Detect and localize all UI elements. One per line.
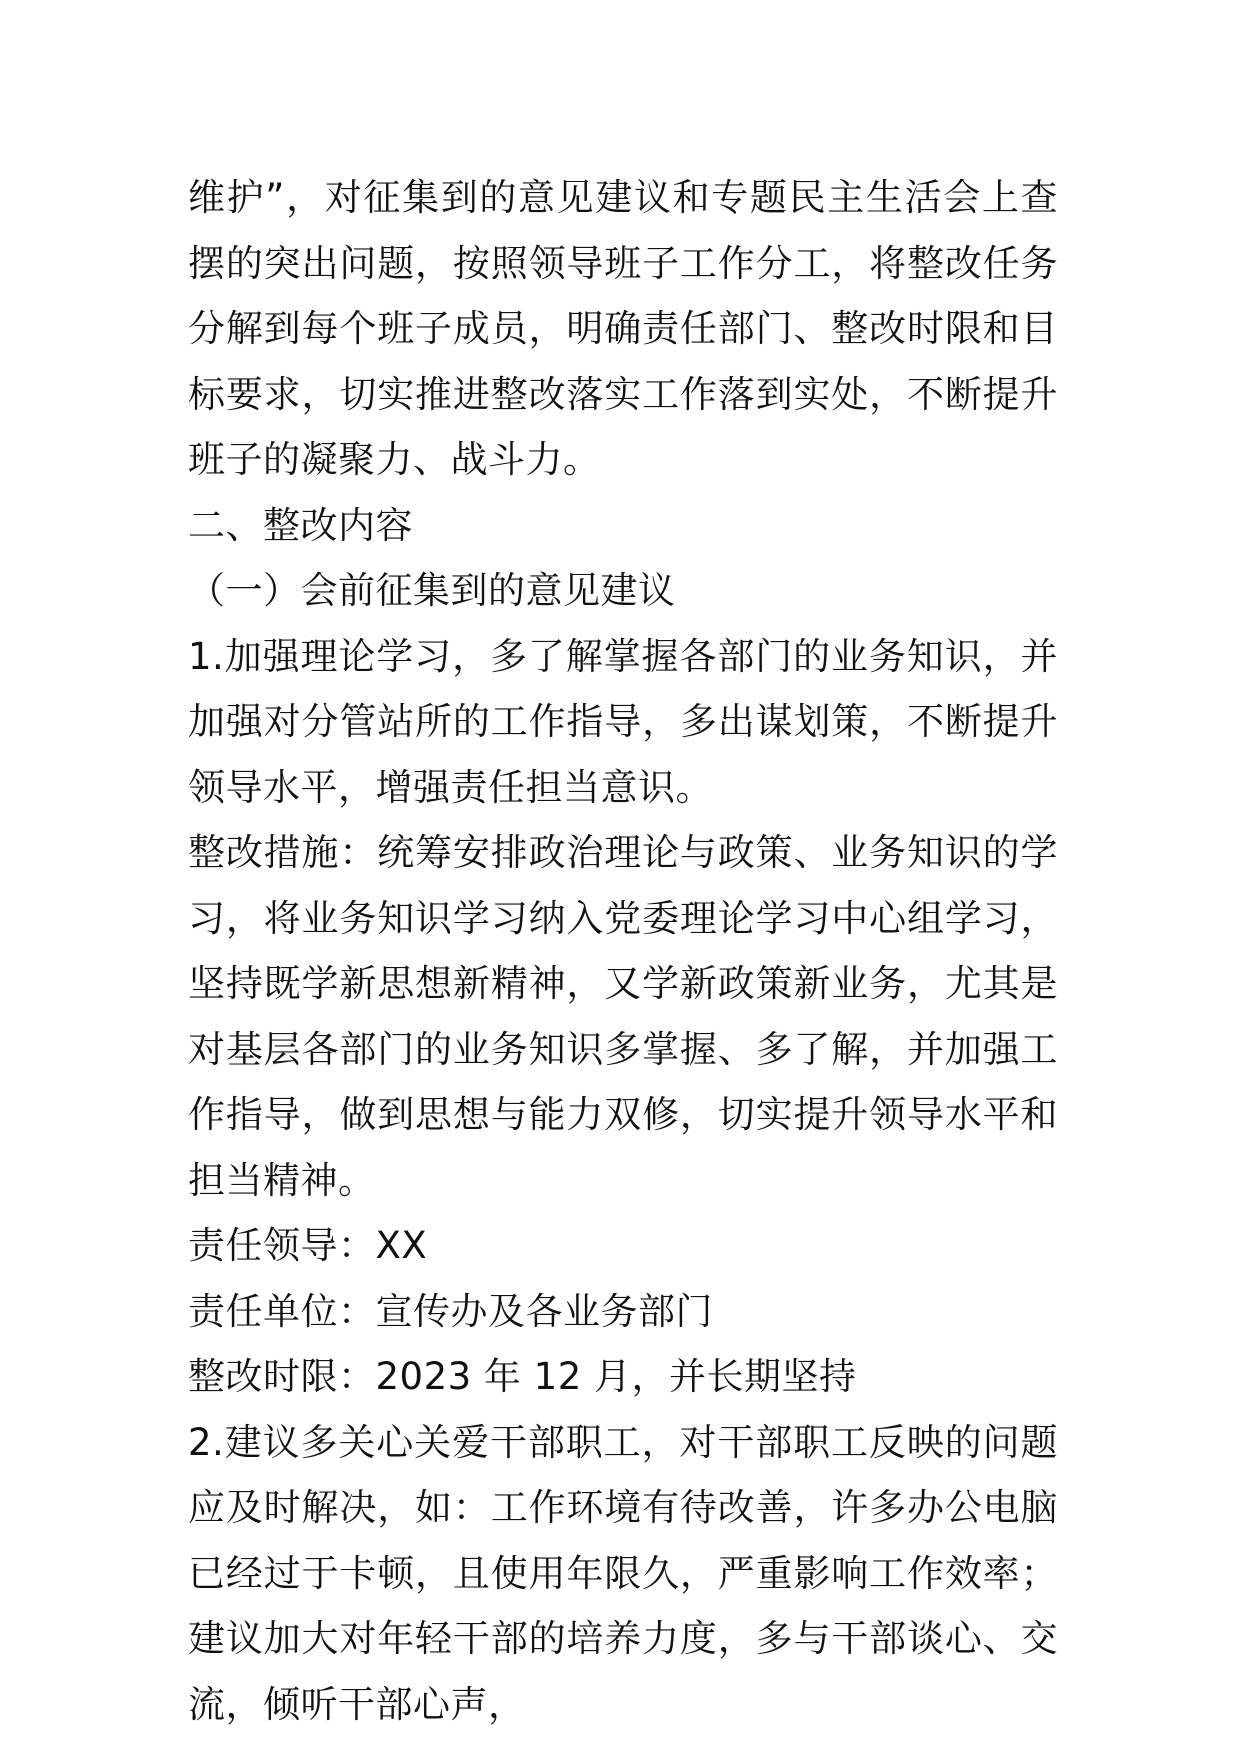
item-1-responsible-leader: 责任领导：XX [188,1224,428,1267]
section-heading: 二、整改内容 [188,503,413,547]
item-1-responsible-unit: 责任单位：宣传办及各业务部门 [188,1289,713,1333]
item-1-measures: 整改措施：统筹安排政治理论与政策、业务知识的学习，将业务知识学习纳入党委理论学习中心组学习，坚持既学新思想新精神，又学新政策新业务，尤其是对基层各部门的业务知识多掌握、多了解，并加强工作指导，做到思想与能力双修，切实提升领导水平和担当精神。 [188,831,1058,1202]
item-2-suggestion: 2.建议多关心关爱干部职工，对干部职工反映的问题应及时解决，如：工作环境有待改善，许多办公电脑已经过于卡顿，且使用年限久，严重影响工作效率；建议加大对年轻干部的培养力度，多与干部谈心、交流，倾听干部心声， [188,1420,1058,1726]
item-1-suggestion: 1.加强理论学习，多了解掌握各部门的业务知识，并加强对分管站所的工作指导，多出谋划策，不断提升领导水平，增强责任担当意识。 [188,634,1058,809]
paragraph-continuation: 维护”，对征集到的意见建议和专题民主生活会上查摆的突出问题，按照领导班子工作分工，将整改任务分解到每个班子成员，明确责任部门、整改时限和目标要求，切实推进整改落实工作落到实处，不断提升班子的凝聚力、战斗力。 [188,176,1058,481]
subsection-heading: （一）会前征集到的意见建议 [188,569,676,612]
document-body [188,165,1058,1737]
item-1-deadline: 整改时限：2023 年 12 月，并长期坚持 [188,1355,857,1398]
